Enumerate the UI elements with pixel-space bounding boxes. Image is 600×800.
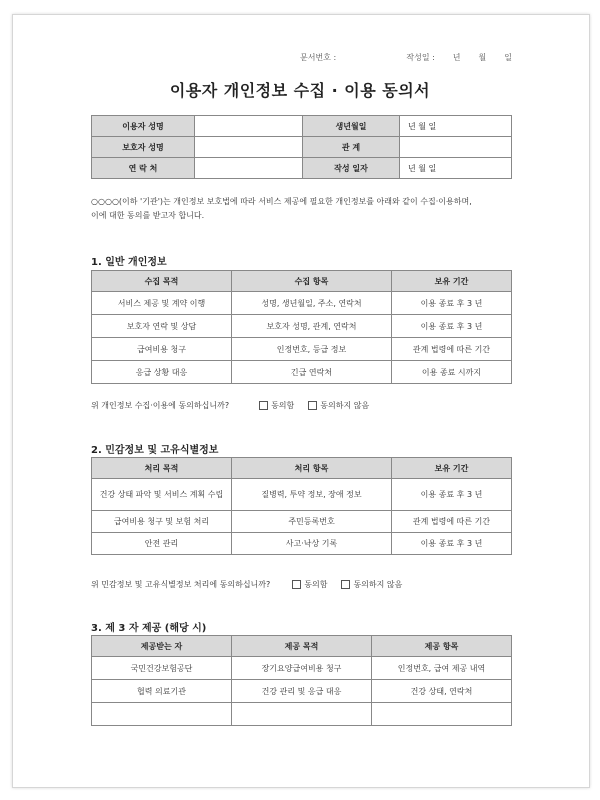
- column-header: 제공 목적: [232, 636, 372, 657]
- table-cell: [372, 703, 512, 726]
- table-cell: 급여비용 청구 및 보험 처리: [92, 511, 232, 533]
- table-cell: 관계 법령에 따른 기간: [392, 338, 512, 361]
- date-year: 년: [452, 53, 461, 62]
- table-cell: 급여비용 청구: [92, 338, 232, 361]
- table-cell: 협력 의료기관: [92, 680, 232, 703]
- consent-question-sensitive: [91, 579, 402, 590]
- table-cell: 보호자 성명, 관계, 연락처: [232, 315, 392, 338]
- agree-label: 동의함: [304, 580, 328, 589]
- table-row: [92, 703, 512, 726]
- guardian-name-field[interactable]: [195, 137, 303, 158]
- column-header: 처리 목적: [92, 458, 232, 479]
- date-month: 월: [478, 53, 487, 62]
- section-title-sensitive: 2. 민감정보 및 고유식별정보: [91, 445, 219, 456]
- table-cell: 응급 상황 대응: [92, 361, 232, 384]
- table-row: [92, 338, 512, 361]
- table-cell: 건강 상태, 연락처: [372, 680, 512, 703]
- table-cell: 이용 종료 후 3 년: [392, 533, 512, 555]
- consent-question-general: [91, 400, 369, 411]
- column-header: 수집 항목: [232, 271, 392, 292]
- column-header: 처리 항목: [232, 458, 392, 479]
- table-cell: 장기요양급여비용 청구: [232, 657, 372, 680]
- user-name-field[interactable]: [195, 116, 303, 137]
- write-date-label: 작성 일자: [303, 158, 400, 179]
- agree-label: 동의함: [271, 401, 295, 410]
- intro-paragraph: [91, 195, 511, 223]
- sensitive-info-table: [91, 457, 512, 555]
- table-cell: 이용 종료 후 3 년: [392, 479, 512, 511]
- checkbox-icon: [341, 580, 350, 589]
- table-cell: 보호자 연락 및 상담: [92, 315, 232, 338]
- document-meta: [300, 52, 512, 63]
- column-header: 보유 기간: [392, 458, 512, 479]
- table-cell: [232, 703, 372, 726]
- table-cell: 국민건강보험공단: [92, 657, 232, 680]
- table-cell: 사고·낙상 기록: [232, 533, 392, 555]
- table-cell: 긴급 연락처: [232, 361, 392, 384]
- table-cell: [92, 703, 232, 726]
- table-cell: 관계 법령에 따른 기간: [392, 511, 512, 533]
- date-day: 일: [504, 53, 512, 62]
- doc-number-label: 문서번호 :: [300, 53, 337, 62]
- table-cell: 이용 종료 시까지: [392, 361, 512, 384]
- table-header-row: [92, 458, 512, 479]
- general-info-table: [91, 270, 512, 384]
- table-row: [92, 361, 512, 384]
- write-date-field[interactable]: 년 월 일: [400, 158, 512, 179]
- column-header: 수집 목적: [92, 271, 232, 292]
- table-cell: 건강 상태 파악 및 서비스 계획 수립: [92, 479, 232, 511]
- table-cell: 이용 종료 후 3 년: [392, 292, 512, 315]
- table-cell: 인정번호, 등급 정보: [232, 338, 392, 361]
- question-text: 위 개인정보 수집·이용에 동의하십니까?: [91, 401, 230, 410]
- disagree-label: 동의하지 않음: [353, 580, 403, 589]
- section-title-third-party: 3. 제 3 자 제공 (해당 시): [91, 623, 207, 634]
- table-cell: 안전 관리: [92, 533, 232, 555]
- agree-checkbox[interactable]: [259, 400, 294, 411]
- birthdate-field[interactable]: 년 월 일: [400, 116, 512, 137]
- info-row: [92, 116, 512, 137]
- date-label: 작성일 :: [406, 53, 435, 62]
- contact-label: 연 락 처: [92, 158, 195, 179]
- intro-line: 이에 대한 동의를 받고자 합니다.: [91, 211, 205, 220]
- relation-label: 관 계: [303, 137, 400, 158]
- table-cell: 주민등록번호: [232, 511, 392, 533]
- user-name-label: 이용자 성명: [92, 116, 195, 137]
- intro-line: ○○○○(이하 '기관')는 개인정보 보호법에 따라 서비스 제공에 필요한 개인정보를 아래와 같이 수집·이용하며,: [91, 197, 472, 206]
- table-row: [92, 511, 512, 533]
- page-title: 이용자 개인정보 수집 · 이용 동의서: [169, 81, 431, 100]
- table-cell: 이용 종료 후 3 년: [392, 315, 512, 338]
- third-party-table: [91, 635, 512, 726]
- table-cell: 건강 관리 및 응급 대응: [232, 680, 372, 703]
- relation-field[interactable]: [400, 137, 512, 158]
- column-header: 제공 항목: [372, 636, 512, 657]
- contact-field[interactable]: [195, 158, 303, 179]
- table-row: [92, 315, 512, 338]
- table-cell: 인정번호, 급여 제공 내역: [372, 657, 512, 680]
- disagree-label: 동의하지 않음: [320, 401, 370, 410]
- table-cell: 질병력, 투약 정보, 장애 정보: [232, 479, 392, 511]
- checkbox-icon: [292, 580, 301, 589]
- checkbox-icon: [308, 401, 317, 410]
- disagree-checkbox[interactable]: [308, 400, 369, 411]
- table-row: [92, 657, 512, 680]
- birthdate-label: 생년월일: [303, 116, 400, 137]
- disagree-checkbox[interactable]: [341, 579, 402, 590]
- table-row: [92, 479, 512, 511]
- user-info-table: [91, 115, 512, 179]
- section-title-general: 1. 일반 개인정보: [91, 257, 167, 268]
- table-header-row: [92, 271, 512, 292]
- question-text: 위 민감정보 및 고유식별정보 처리에 동의하십니까?: [91, 580, 271, 589]
- table-row: [92, 533, 512, 555]
- guardian-name-label: 보호자 성명: [92, 137, 195, 158]
- checkbox-icon: [259, 401, 268, 410]
- table-row: [92, 680, 512, 703]
- info-row: [92, 137, 512, 158]
- written-date: [406, 52, 512, 63]
- column-header: 제공받는 자: [92, 636, 232, 657]
- table-cell: 서비스 제공 및 계약 이행: [92, 292, 232, 315]
- agree-checkbox[interactable]: [292, 579, 327, 590]
- table-cell: 성명, 생년월일, 주소, 연락처: [232, 292, 392, 315]
- table-row: [92, 292, 512, 315]
- table-header-row: [92, 636, 512, 657]
- info-row: [92, 158, 512, 179]
- column-header: 보유 기간: [392, 271, 512, 292]
